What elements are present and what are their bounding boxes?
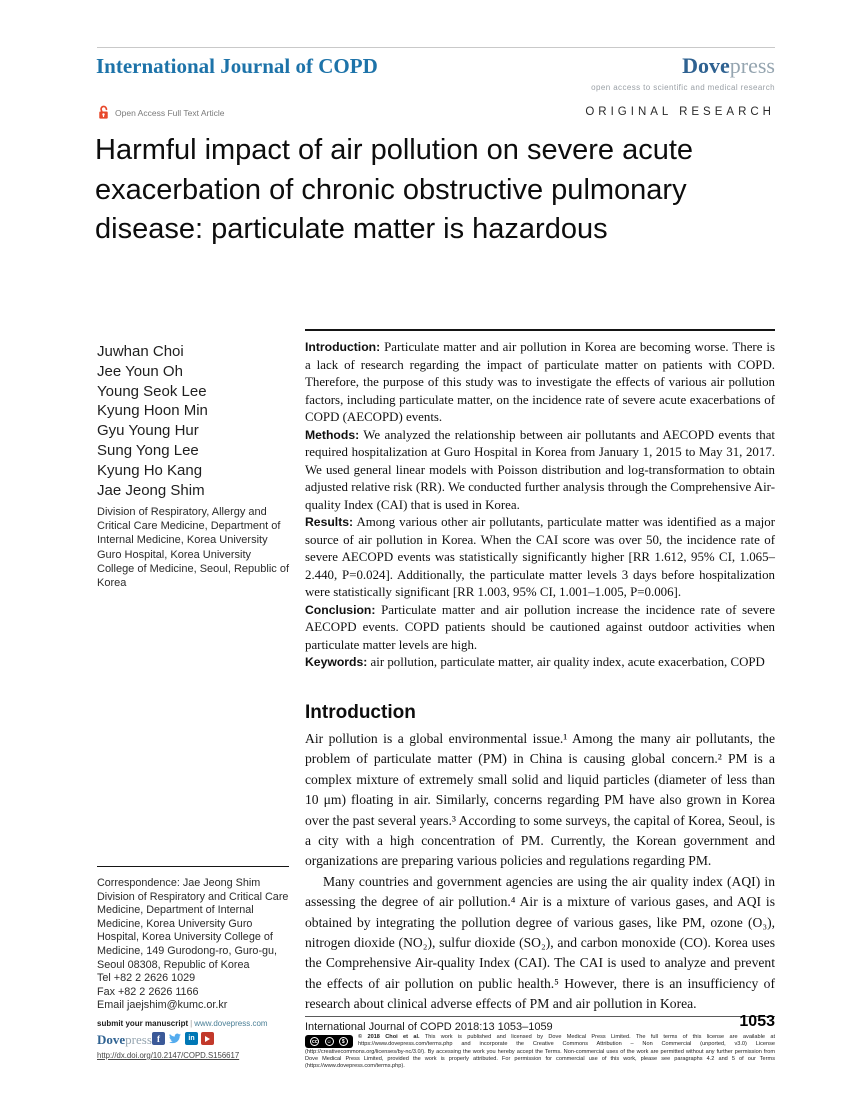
submit-manuscript-line — [97, 1019, 268, 1028]
footer-divider — [305, 1016, 775, 1017]
abstract-divider — [305, 329, 775, 331]
author-list — [97, 342, 208, 500]
open-lock-icon — [97, 105, 110, 120]
publisher-logo-press: press — [729, 53, 775, 78]
journal-name: International Journal of COPD — [96, 54, 378, 78]
body-text — [305, 729, 775, 1015]
social-icons-row — [152, 1032, 214, 1045]
body-paragraph: Air pollution is a global environmental issue.¹ Among the many air pollutants, the problem of particulate matter (PM) in China is causing global concern.² PM is a complex mixture of extremely small solid and liquid particles (diameter of less than 10 μm) floating in air. Similarly, concerns regarding PM have also grown in Korea over the past several years.³ According to some surveys, the capital of Korea, Seoul, is a city with a high concentration of PM. Currently, the Korean government and organizations are preparing various policies and regulations regarding PM. — [305, 731, 775, 869]
submit-manuscript-label: submit your manuscript — [97, 1019, 189, 1028]
header-divider — [97, 47, 775, 48]
correspondence-tel: Tel +82 2 2626 1029 — [97, 972, 196, 985]
linkedin-icon[interactable]: in — [185, 1032, 198, 1045]
open-access-label: Open Access Full Text Article — [115, 107, 225, 118]
journal-citation: International Journal of COPD 2018:13 1053–1059 — [305, 1021, 553, 1033]
page-number: 1053 — [739, 1013, 775, 1030]
doi-link[interactable]: http://dx.doi.org/10.2147/COPD.S156617 — [97, 1051, 240, 1060]
correspondence-address: Division of Respiratory and Critical Care Medicine, Department of Internal Medicine, Korea University Guro Hospital, Korea University College of Medicine, 149 Gurodong-ro, Guro-gu, Seoul 08308, Republic of Korea — [97, 890, 289, 971]
abstract-label: Conclusion: — [305, 602, 376, 617]
affiliation-text: Division of Respiratory, Allergy and Critical Care Medicine, Department of Internal Medicine, Korea University Guro Hospital, Korea University College of Medicine, Seoul, Republic of Korea — [97, 506, 290, 590]
author-name: Jee Youn Oh — [97, 362, 183, 380]
article-type-label: ORIGINAL RESEARCH — [585, 106, 775, 118]
correspondence-divider — [97, 866, 289, 867]
publisher-tagline: open access to scientific and medical research — [591, 83, 775, 92]
author-name: Gyu Young Hur — [97, 422, 199, 440]
license-copyright: © 2018 Choi et al. — [358, 1034, 420, 1040]
author-name: Sung Yong Lee — [97, 441, 199, 459]
publisher-logo-dove: Dove — [682, 53, 730, 78]
license-block — [305, 1034, 775, 1070]
correspondence-fax: Fax +82 2 2626 1166 — [97, 985, 199, 998]
author-name: Kyung Hoon Min — [97, 402, 208, 420]
license-text: This work is published and licensed by Dove Medical Press Limited. The full terms of this license are available at https://www.dovepress.com/terms.php and incorporate the Creative Commons Attribution – Non Commercial (unported, v3.0) License (http://creativecommons.org/licenses/by-nc/3.0/). By accessing the work you hereby accept the Terms. Non-commercial uses of the work are permitted without any further permission from Dove Medical Press Limited, provided the work is properly attributed. For permission for commercial use of this work, please see paragraphs 4.2 and 5 of our Terms (https://www.dovepress.com/terms.php). — [305, 1034, 776, 1070]
abstract-label: Results: — [305, 515, 354, 529]
abstract-conclusion: Conclusion: Particulate matter and air pollution increase the incidence rate of severe AECOPD events. COPD patients should be cautioned against outdoor activities when particulate matter levels are high. — [305, 602, 775, 652]
author-name: Kyung Ho Kang — [97, 461, 203, 479]
publisher-logo — [682, 53, 775, 79]
abstract — [305, 339, 775, 672]
abstract-results: Results: Among various other air pollutants, particulate matter was identified as a major source of air pollution in Korea. When the CAI score was over 50, the incidence rate of severe AECOPD events was statistically significantly higher [RR 1.612, 95% CI, 1.065–2.440, P=0.024]. Additionally, the particulate matter levels 3 days before hospitalization were statistically significant [RR 1.003, 95% CI, 1.001–1.005, P=0.006]. — [305, 515, 776, 599]
abstract-label: Introduction: — [305, 340, 381, 354]
open-access-row — [97, 105, 224, 120]
abstract-methods: Methods: We analyzed the relationship between air pollutants and AECOPD events that required hospitalization at Guro Hospital in Korea from January 1, 2015 to May 31, 2017. We used general linear models with Poisson distribution and log-transformation to obtain adjusted relative risk (RR). We conducted further analysis through the Comprehensive Air-quality Index (CAI) that is used in Korea. — [305, 427, 775, 512]
body-paragraph: Many countries and government agencies are using the air quality index (AQI) in assessing the degree of air pollution.⁴ Air is a mixture of various gases, and AQI is obtained by integrating the pollution degree of various gases, like PM, ozone (O₃), nitrogen dioxide (NO₂), sulfur dioxide (SO₂), and carbon monoxide (CO). Korea uses the Comprehensive Air-quality Index (CAI). The CAI is used to analyze and prevent the effects of air pollution on public health.⁵ However, there is an insufficiency of research about clinical adverse effects of PM and air pollution in Korea. — [305, 873, 775, 1012]
author-name: Jae Jeong Shim — [97, 481, 205, 499]
abstract-label: Keywords: — [305, 655, 368, 669]
youtube-icon[interactable] — [201, 1032, 214, 1045]
correspondence-block — [97, 877, 293, 1013]
abstract-label: Methods: — [305, 427, 360, 442]
author-name: Young Seok Lee — [97, 382, 207, 400]
correspondence-email[interactable]: Email jaejshim@kumc.or.kr — [97, 999, 228, 1012]
correspondence-name: Correspondence: Jae Jeong Shim — [97, 877, 261, 889]
footer-publisher-logo: Dovepress — [97, 1032, 152, 1047]
cc-by-nc-badge-icon: cc ☺ $ — [305, 1035, 353, 1048]
twitter-icon[interactable] — [168, 1032, 182, 1045]
article-title: Harmful impact of air pollution on severe acute exacerbation of chronic obstructive pulmonary disease: particulate matter is hazardous — [95, 134, 694, 245]
dovepress-url-link[interactable]: www.dovepress.com — [194, 1019, 268, 1028]
author-name: Juwhan Choi — [97, 343, 184, 360]
separator: | — [190, 1019, 193, 1028]
section-heading-introduction: Introduction — [305, 702, 416, 723]
abstract-introduction: Introduction: Particulate matter and air pollution in Korea are becoming worse. There is a lack of research regarding the impact of particulate matter on patients with COPD. Therefore, the purpose of this study was to investigate the effects of various air pollution factors, including particulate matter, on the incidence rate of severe acute exacerbations of COPD (AECOPD) events. — [305, 340, 775, 424]
abstract-keywords: Keywords: air pollution, particulate matter, air quality index, acute exacerbation, COPD — [305, 655, 765, 669]
facebook-icon[interactable]: f — [152, 1032, 165, 1045]
